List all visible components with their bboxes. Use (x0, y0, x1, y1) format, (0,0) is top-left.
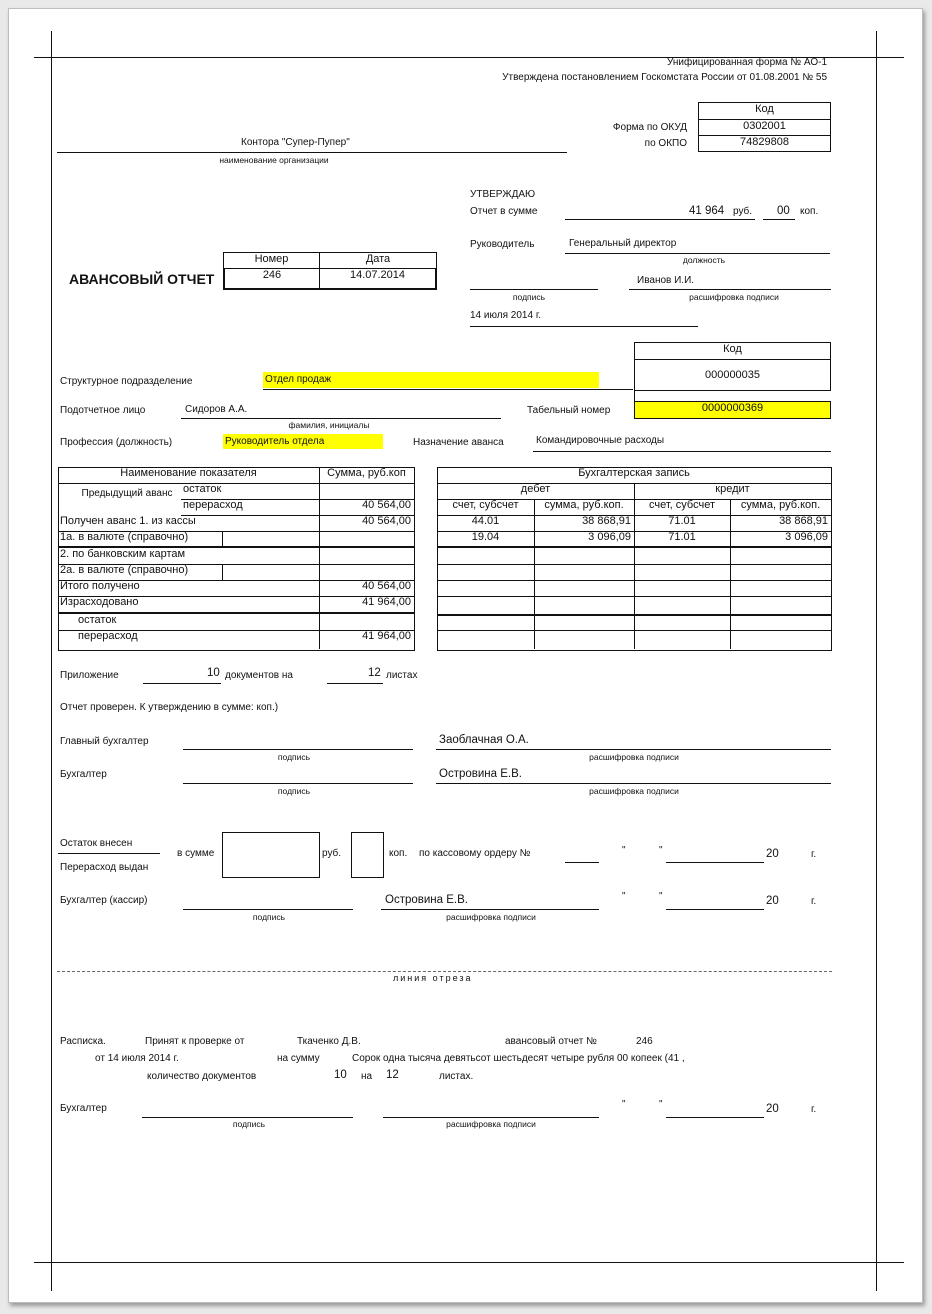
approve-date: 14 июля 2014 г. (470, 310, 542, 321)
frame-left-line (51, 31, 52, 1291)
order-date-line (666, 862, 764, 863)
credit-sum: 38 868,91 (730, 515, 831, 532)
cut-label: линия отреза (393, 973, 473, 983)
receipt-decode-caption: расшифровка подписи (446, 1119, 536, 1129)
receipt-report-no: 246 (636, 1036, 653, 1047)
person-caption: фамилия, инициалы (288, 420, 370, 430)
attach-docs-label: документов на (225, 670, 293, 681)
approve-sum-label: Отчет в сумме (470, 206, 538, 217)
quote-close: " (659, 845, 663, 856)
acc-name-line (436, 783, 831, 784)
report-number-label: Номер (223, 252, 320, 269)
advance-row-value: 40 564,00 (319, 580, 414, 597)
advance-row: 2. по банковским картам (58, 548, 320, 565)
accounting-title: Бухгалтерская запись (437, 467, 831, 484)
chief-name-line (436, 749, 831, 750)
receipt-report-label: авансовый отчет № (505, 1036, 597, 1047)
advance-row: 1а. в валюте (справочно) (58, 531, 223, 548)
approve-sum-line (565, 219, 755, 220)
acc-decode-caption: расшифровка подписи (589, 786, 679, 796)
dept-line (263, 389, 633, 390)
cashier-name-line (381, 909, 599, 910)
in-sum-label: в сумме (177, 848, 215, 859)
report-date-label: Дата (319, 252, 437, 269)
receipt-docs-label: количество документов (147, 1071, 257, 1082)
dept-value: Отдел продаж (263, 372, 599, 388)
chief-sign-caption: подпись (277, 752, 311, 762)
head-decode-caption: расшифровка подписи (689, 292, 779, 302)
advance-row: Итого получено (58, 580, 320, 597)
grid-col (534, 548, 535, 649)
cashier-decode-caption: расшифровка подписи (446, 912, 536, 922)
acc-label: Бухгалтер (60, 769, 107, 780)
head-name: Иванов И.И. (637, 275, 695, 286)
rub-box (222, 832, 320, 878)
details-code-title: Код (634, 342, 831, 360)
okpo-label: по ОКПО (644, 138, 687, 149)
cashier-name: Островина Е.В. (385, 894, 468, 906)
advance-row: 2а. в валюте (справочно) (58, 564, 223, 581)
kop-label: коп. (389, 848, 408, 859)
org-line (57, 152, 567, 153)
okpo-value: 74829808 (698, 135, 831, 152)
cut-line (57, 971, 832, 972)
receipt-sign-caption: подпись (232, 1119, 266, 1129)
check-text: Отчет проверен. К утверждению в сумме: коп.) (60, 702, 279, 713)
head-sign-line (470, 289, 598, 290)
head-position-line (565, 253, 830, 254)
receipt-date-line (666, 1117, 764, 1118)
form-approval: Утверждена постановлением Госкомстата России от 01.08.2001 № 55 (502, 72, 827, 83)
acc-sign-caption: подпись (277, 786, 311, 796)
cashier-label: Бухгалтер (кассир) (60, 895, 148, 906)
advance-h-name: Наименование показателя (58, 467, 320, 484)
prev-rest: остаток (181, 483, 320, 500)
accounting-h-acc: счет, субсчет (437, 499, 535, 516)
person-label: Подотчетное лицо (60, 405, 146, 416)
rest-in-label: Остаток внесен (60, 838, 133, 849)
prof-value: Руководитель отдела (223, 434, 383, 449)
org-caption: наименование организации (219, 155, 329, 165)
advance-row-value: 40 564,00 (319, 515, 414, 532)
head-position: Генеральный директор (569, 238, 677, 249)
advance-row-blank (222, 531, 320, 548)
approve-rub-unit: руб. (733, 206, 753, 217)
credit-account: 71.01 (634, 515, 731, 532)
receipt-label: Расписка. (60, 1036, 106, 1047)
grid-col (634, 548, 635, 649)
quote-close: " (659, 891, 663, 902)
prev-advance: Предыдущий аванс (81, 488, 173, 499)
cashier-sign-caption: подпись (252, 912, 286, 922)
credit-account: 71.01 (634, 531, 731, 548)
receipt-from-date: от 14 июля 2014 г. (95, 1053, 179, 1064)
approve-kop-unit: коп. (800, 206, 819, 217)
quote-close: " (659, 1099, 663, 1110)
dept-label: Структурное подразделение (60, 376, 193, 387)
purpose-label: Назначение аванса (413, 437, 504, 448)
advance-row: Получен аванс 1. из кассы (58, 515, 320, 532)
order-line (565, 862, 599, 863)
org-name: Контора "Супер-Пупер" (241, 137, 350, 148)
attach-sheets-line (327, 683, 383, 684)
report-number: 246 (223, 268, 320, 290)
head-sign-caption: подпись (512, 292, 546, 302)
report-date: 14.07.2014 (319, 268, 437, 290)
attach-docs-line (143, 683, 221, 684)
debet-sum: 38 868,91 (534, 515, 635, 532)
chief-label: Главный бухгалтер (60, 736, 149, 747)
attach-sheets: 12 (368, 667, 381, 679)
accounting-h-acc: счет, субсчет (634, 499, 731, 516)
rest-in-line (58, 853, 160, 854)
grid-col (730, 548, 731, 649)
okud-label: Форма по ОКУД (612, 122, 687, 133)
position-caption: должность (682, 255, 726, 265)
cashier-year: 20 (766, 895, 779, 907)
frame-bottom-line (34, 1262, 904, 1263)
order-label: по кассовому ордеру № (419, 848, 531, 859)
prev-rest-value (319, 483, 414, 500)
document-page (8, 8, 923, 1303)
receipt-accepted: Принят к проверке от (145, 1036, 245, 1047)
quote-open: " (622, 891, 626, 902)
frame-right-line (876, 31, 877, 1291)
approve-title: УТВЕРЖДАЮ (470, 189, 536, 200)
tab-number: 0000000369 (634, 401, 831, 419)
receipt-from-name: Ткаченко Д.В. (297, 1036, 361, 1047)
approve-kop-line (763, 219, 795, 220)
approve-kop: 00 (777, 205, 790, 217)
over-out-label: Перерасход выдан (60, 862, 149, 873)
advance-row: Израсходовано (58, 596, 320, 614)
chief-name: Заоблачная О.А. (439, 734, 529, 746)
cashier-date-line (666, 909, 764, 910)
advance-row-value: 41 964,00 (319, 596, 414, 614)
accounting-debet: дебет (437, 483, 635, 500)
attach-label: Приложение (60, 670, 119, 681)
accounting-h-sum: сумма, руб.коп. (730, 499, 831, 516)
order-g: г. (811, 849, 817, 860)
okud-value: 0302001 (698, 119, 831, 136)
receipt-g: г. (811, 1104, 817, 1115)
receipt-on: на (361, 1071, 373, 1082)
accounting-credit: кредит (634, 483, 831, 500)
quote-open: " (622, 1099, 626, 1110)
acc-sign-line (183, 783, 413, 784)
prof-label: Профессия (должность) (60, 437, 173, 448)
cashier-sign-line (183, 909, 353, 910)
tab-label: Табельный номер (527, 405, 611, 416)
receipt-acc-label: Бухгалтер (60, 1103, 107, 1114)
codes-title: Код (698, 102, 831, 120)
prev-overspend: перерасход (181, 499, 320, 516)
receipt-name-line (383, 1117, 599, 1118)
debet-sum: 3 096,09 (534, 531, 635, 548)
purpose-value: Командировочные расходы (536, 435, 665, 446)
receipt-docs: 10 (334, 1069, 347, 1081)
quote-open: " (622, 845, 626, 856)
purpose-line (533, 451, 831, 452)
prev-overspend-value: 40 564,00 (319, 499, 414, 516)
cashier-g: г. (811, 896, 817, 907)
approve-rub: 41 964 (689, 205, 725, 217)
head-label: Руководитель (470, 239, 535, 250)
advance-row-blank (222, 564, 320, 581)
advance-row: перерасход (58, 630, 320, 649)
attach-docs: 10 (207, 667, 220, 679)
receipt-sum-label: на сумму (277, 1053, 320, 1064)
receipt-year: 20 (766, 1103, 779, 1115)
receipt-sheets-label: листах. (439, 1071, 474, 1082)
dept-code: 000000035 (634, 359, 831, 391)
approve-date-line (470, 326, 698, 327)
order-year: 20 (766, 848, 779, 860)
person-line (181, 418, 501, 419)
receipt-sheets: 12 (386, 1069, 399, 1081)
chief-sign-line (183, 749, 413, 750)
advance-row: остаток (58, 614, 320, 631)
debet-account: 44.01 (437, 515, 535, 532)
advance-row-value (319, 614, 414, 631)
advance-row-value (319, 548, 414, 565)
advance-row-value (319, 531, 414, 548)
form-name: Унифицированная форма № АО-1 (666, 57, 827, 68)
debet-account: 19.04 (437, 531, 535, 548)
advance-row-value (319, 564, 414, 581)
acc-name: Островина Е.В. (439, 768, 522, 780)
rub-label: руб. (322, 848, 342, 859)
accounting-h-sum: сумма, руб.коп. (534, 499, 635, 516)
advance-h-sum: Сумма, руб.коп (319, 467, 414, 484)
chief-decode-caption: расшифровка подписи (589, 752, 679, 762)
advance-row-value: 41 964,00 (362, 630, 411, 642)
receipt-sign-line (142, 1117, 353, 1118)
credit-sum: 3 096,09 (730, 531, 831, 548)
person-value: Сидоров А.А. (185, 404, 248, 415)
head-name-line (629, 289, 831, 290)
code-box-left (634, 390, 635, 402)
report-title: АВАНСОВЫЙ ОТЧЕТ (69, 271, 215, 287)
attach-sheets-label: листах (386, 670, 418, 681)
receipt-sum-text: Сорок одна тысяча девятьсот шестьдесят четыре рубля 00 копеек (41 , (352, 1053, 685, 1064)
kop-box (351, 832, 384, 878)
